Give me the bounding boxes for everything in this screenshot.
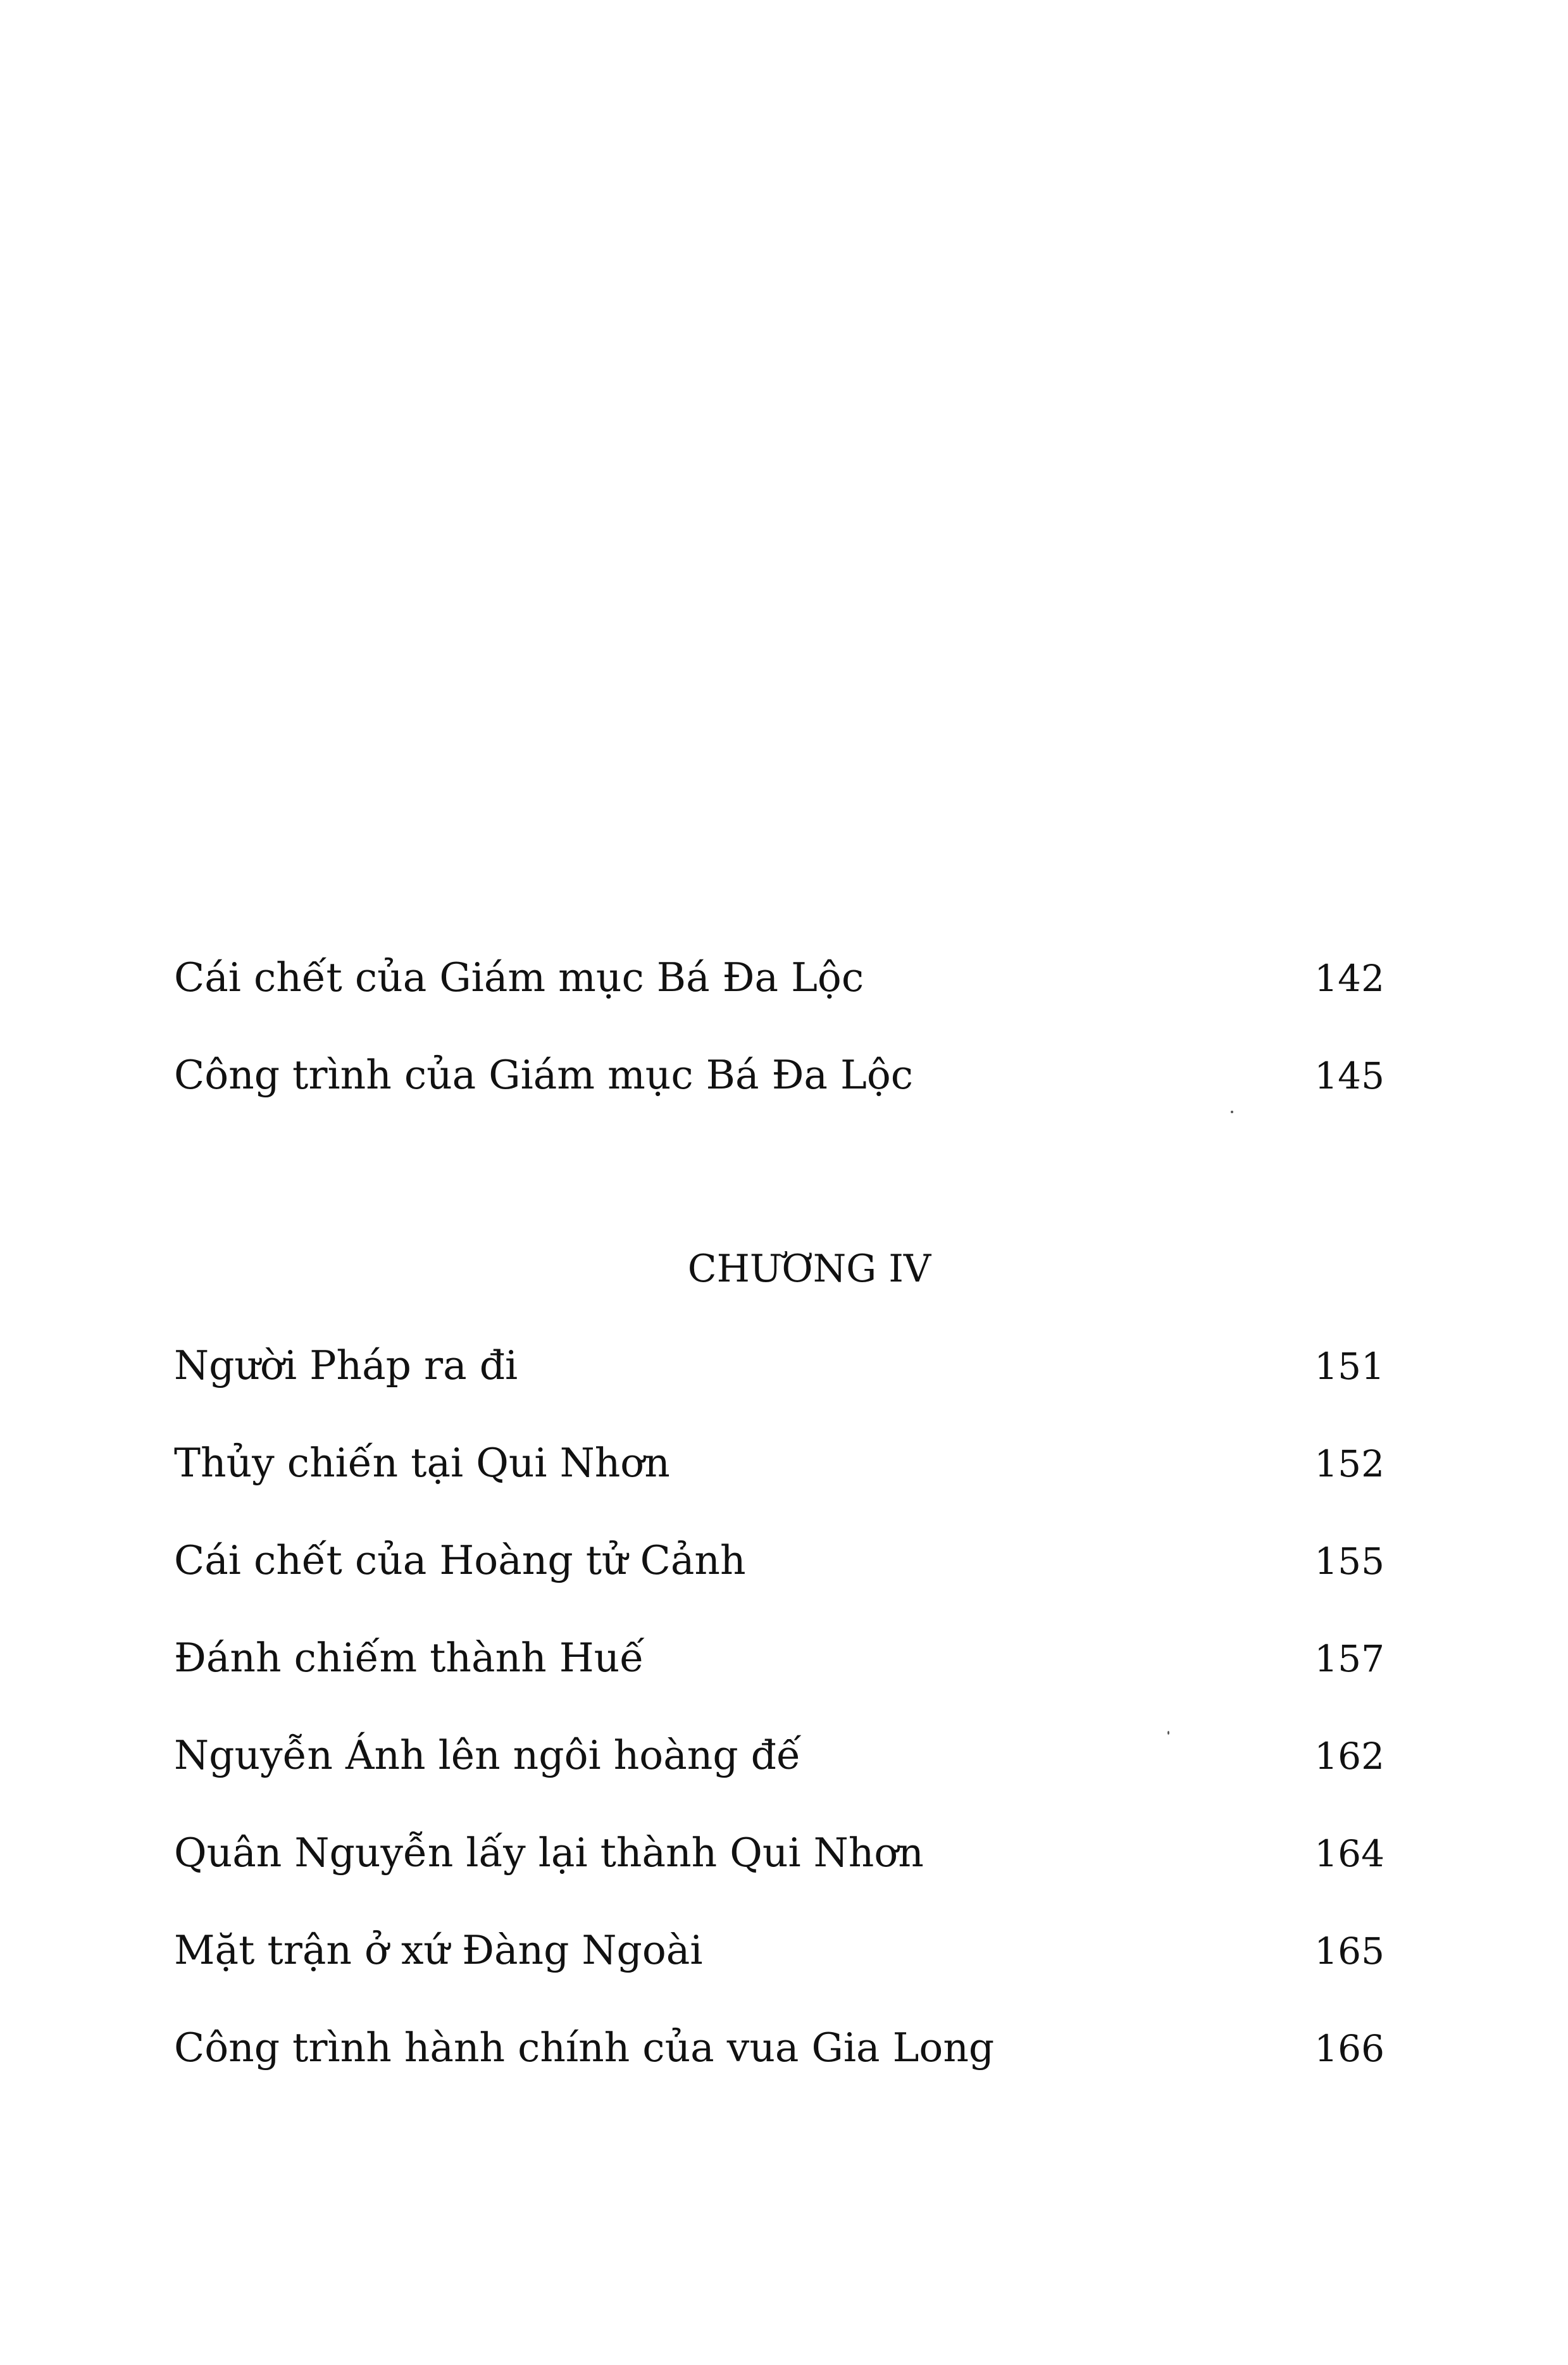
toc-entry-page: 166 <box>1314 2027 1384 2070</box>
chapter-heading: CHƯƠNG IV <box>687 1247 931 1291</box>
toc-entry <box>174 2013 1384 2083</box>
toc-entry <box>174 1040 1384 1110</box>
toc-entry <box>174 1818 1384 1888</box>
toc-entry-title: Quân Nguyễn lấy lại thành Qui Nhơn <box>174 1830 924 1876</box>
toc-entry-title: Công trình của Giám mục Bá Đa Lộc <box>174 1052 914 1098</box>
scan-speck <box>1167 1731 1169 1735</box>
toc-entry-page: 165 <box>1314 1930 1384 1973</box>
toc-entry <box>174 1623 1384 1693</box>
toc-entry-page: 155 <box>1314 1540 1384 1583</box>
scan-speck <box>1231 1111 1233 1113</box>
toc-entry-title: Nguyễn Ánh lên ngôi hoàng đế <box>174 1732 801 1778</box>
toc-entry <box>174 1526 1384 1595</box>
toc-entry-title: Người Pháp ra đi <box>174 1342 518 1388</box>
toc-entry <box>174 1428 1384 1498</box>
toc-entry-page: 151 <box>1314 1345 1384 1388</box>
toc-entry <box>174 943 1384 1013</box>
toc-entry-page: 142 <box>1314 957 1384 1000</box>
toc-entry-title: Mặt trận ở xứ Đàng Ngoài <box>174 1927 703 1973</box>
toc-entry-title: Cái chết của Giám mục Bá Đa Lộc <box>174 954 864 1001</box>
toc-entry-page: 164 <box>1314 1832 1384 1875</box>
toc-entry-page: 152 <box>1314 1442 1384 1485</box>
toc-entry <box>174 1331 1384 1401</box>
toc-entry-page: 145 <box>1314 1054 1384 1097</box>
toc-entry-page: 162 <box>1314 1735 1384 1778</box>
toc-entry-title: Thủy chiến tại Qui Nhơn <box>174 1440 670 1486</box>
toc-entry <box>174 1721 1384 1790</box>
toc-entry-title: Đánh chiếm thành Huế <box>174 1635 645 1681</box>
toc-entry-title: Công trình hành chính của vua Gia Long <box>174 2025 995 2071</box>
toc-entry-page: 157 <box>1314 1637 1384 1680</box>
toc-entry <box>174 1916 1384 1985</box>
toc-entry-title: Cái chết của Hoàng tử Cảnh <box>174 1537 746 1583</box>
